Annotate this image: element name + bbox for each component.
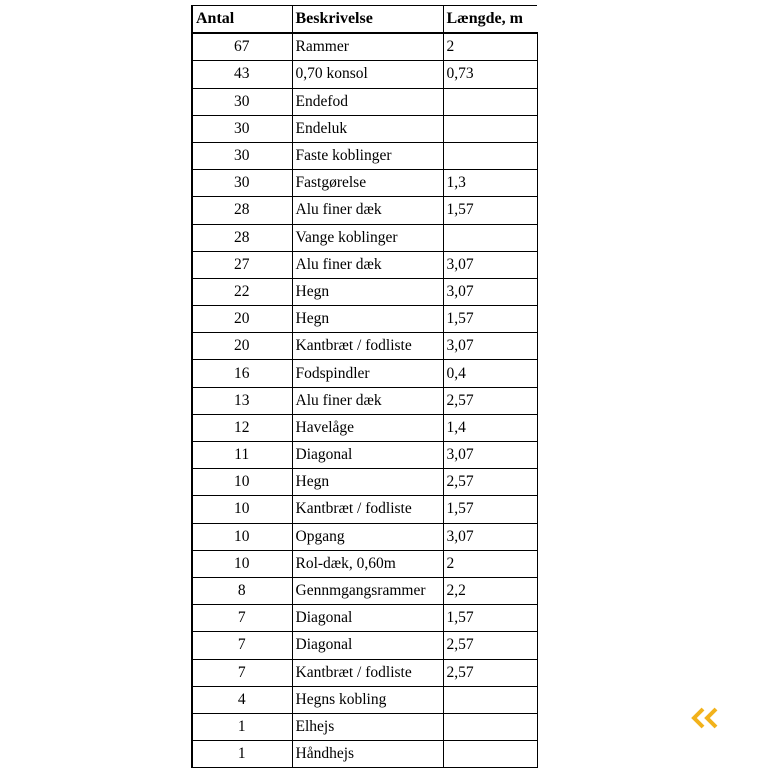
- beskrivelse-cell: Fodspindler: [292, 360, 443, 387]
- laengde-cell: 2,57: [443, 469, 537, 496]
- beskrivelse-cell: Elhejs: [292, 713, 443, 740]
- antal-cell: 13: [192, 387, 292, 414]
- beskrivelse-cell: Alu finer dæk: [292, 251, 443, 278]
- table-row: [192, 686, 537, 713]
- table-row: [192, 61, 537, 88]
- beskrivelse-cell: Rammer: [292, 33, 443, 61]
- beskrivelse-cell: Faste koblinger: [292, 142, 443, 169]
- antal-cell: 7: [192, 632, 292, 659]
- laengde-cell: 2: [443, 33, 537, 61]
- antal-cell: 30: [192, 88, 292, 115]
- beskrivelse-cell: Hegn: [292, 278, 443, 305]
- antal-cell: 1: [192, 741, 292, 768]
- antal-cell: 8: [192, 577, 292, 604]
- antal-cell: 20: [192, 333, 292, 360]
- table-row: [192, 550, 537, 577]
- table-row: [192, 115, 537, 142]
- beskrivelse-cell: Opgang: [292, 523, 443, 550]
- table-row: [192, 442, 537, 469]
- table-row: [192, 741, 537, 768]
- double-chevron-left-icon: [689, 707, 721, 729]
- laengde-cell: 1,57: [443, 197, 537, 224]
- laengde-cell: 2,57: [443, 632, 537, 659]
- table-row: [192, 197, 537, 224]
- table-row: [192, 251, 537, 278]
- beskrivelse-cell: Diagonal: [292, 442, 443, 469]
- antal-cell: 22: [192, 278, 292, 305]
- parts-table: [191, 5, 538, 768]
- laengde-cell: 2,57: [443, 387, 537, 414]
- beskrivelse-cell: Hegn: [292, 469, 443, 496]
- laengde-cell: [443, 741, 537, 768]
- beskrivelse-cell: Hegns kobling: [292, 686, 443, 713]
- table-row: [192, 142, 537, 169]
- table-row: [192, 659, 537, 686]
- laengde-cell: 3,07: [443, 333, 537, 360]
- antal-cell: 10: [192, 550, 292, 577]
- antal-cell: 30: [192, 115, 292, 142]
- table-row: [192, 333, 537, 360]
- beskrivelse-cell: Rol-dæk, 0,60m: [292, 550, 443, 577]
- laengde-cell: 3,07: [443, 278, 537, 305]
- table-row: [192, 224, 537, 251]
- antal-cell: 7: [192, 605, 292, 632]
- antal-cell: 10: [192, 469, 292, 496]
- table-row: [192, 414, 537, 441]
- laengde-cell: 1,57: [443, 306, 537, 333]
- antal-cell: 28: [192, 197, 292, 224]
- column-header-beskrivelse: Beskrivelse: [292, 6, 443, 34]
- antal-cell: 12: [192, 414, 292, 441]
- antal-cell: 67: [192, 33, 292, 61]
- laengde-cell: 2,57: [443, 659, 537, 686]
- column-header-antal: Antal: [192, 6, 292, 34]
- laengde-cell: 2,2: [443, 577, 537, 604]
- laengde-cell: 3,07: [443, 523, 537, 550]
- beskrivelse-cell: Alu finer dæk: [292, 387, 443, 414]
- beskrivelse-cell: Kantbræt / fodliste: [292, 659, 443, 686]
- laengde-cell: [443, 88, 537, 115]
- table-row: [192, 360, 537, 387]
- laengde-cell: [443, 713, 537, 740]
- beskrivelse-cell: Hegn: [292, 306, 443, 333]
- table-row: [192, 632, 537, 659]
- laengde-cell: 0,73: [443, 61, 537, 88]
- laengde-cell: 1,57: [443, 605, 537, 632]
- antal-cell: 7: [192, 659, 292, 686]
- antal-cell: 10: [192, 523, 292, 550]
- beskrivelse-cell: Vange koblinger: [292, 224, 443, 251]
- column-header-laengde: Længde, m: [443, 6, 537, 34]
- table-row: [192, 88, 537, 115]
- beskrivelse-cell: Diagonal: [292, 605, 443, 632]
- table-row: [192, 469, 537, 496]
- laengde-cell: 1,57: [443, 496, 537, 523]
- table-row: [192, 306, 537, 333]
- table-row: [192, 170, 537, 197]
- antal-cell: 11: [192, 442, 292, 469]
- antal-cell: 30: [192, 170, 292, 197]
- laengde-cell: 3,07: [443, 442, 537, 469]
- antal-cell: 27: [192, 251, 292, 278]
- antal-cell: 10: [192, 496, 292, 523]
- table-row: [192, 496, 537, 523]
- table-row: [192, 387, 537, 414]
- laengde-cell: [443, 115, 537, 142]
- antal-cell: 4: [192, 686, 292, 713]
- antal-cell: 16: [192, 360, 292, 387]
- table-row: [192, 523, 537, 550]
- beskrivelse-cell: Gennmgangsrammer: [292, 577, 443, 604]
- antal-cell: 1: [192, 713, 292, 740]
- table-body: [192, 33, 537, 768]
- beskrivelse-cell: Diagonal: [292, 632, 443, 659]
- laengde-cell: 1,4: [443, 414, 537, 441]
- table-row: [192, 577, 537, 604]
- beskrivelse-cell: Endeluk: [292, 115, 443, 142]
- antal-cell: 43: [192, 61, 292, 88]
- beskrivelse-cell: Fastgørelse: [292, 170, 443, 197]
- laengde-cell: 2: [443, 550, 537, 577]
- table-row: [192, 33, 537, 61]
- table-row: [192, 605, 537, 632]
- antal-cell: 20: [192, 306, 292, 333]
- antal-cell: 30: [192, 142, 292, 169]
- laengde-cell: 0,4: [443, 360, 537, 387]
- laengde-cell: [443, 224, 537, 251]
- beskrivelse-cell: Alu finer dæk: [292, 197, 443, 224]
- laengde-cell: 3,07: [443, 251, 537, 278]
- beskrivelse-cell: Håndhejs: [292, 741, 443, 768]
- beskrivelse-cell: Kantbræt / fodliste: [292, 496, 443, 523]
- antal-cell: 28: [192, 224, 292, 251]
- laengde-cell: [443, 142, 537, 169]
- table-header-row: [192, 6, 537, 34]
- beskrivelse-cell: Endefod: [292, 88, 443, 115]
- table-row: [192, 278, 537, 305]
- laengde-cell: 1,3: [443, 170, 537, 197]
- laengde-cell: [443, 686, 537, 713]
- beskrivelse-cell: Kantbræt / fodliste: [292, 333, 443, 360]
- beskrivelse-cell: 0,70 konsol: [292, 61, 443, 88]
- beskrivelse-cell: Havelåge: [292, 414, 443, 441]
- table-row: [192, 713, 537, 740]
